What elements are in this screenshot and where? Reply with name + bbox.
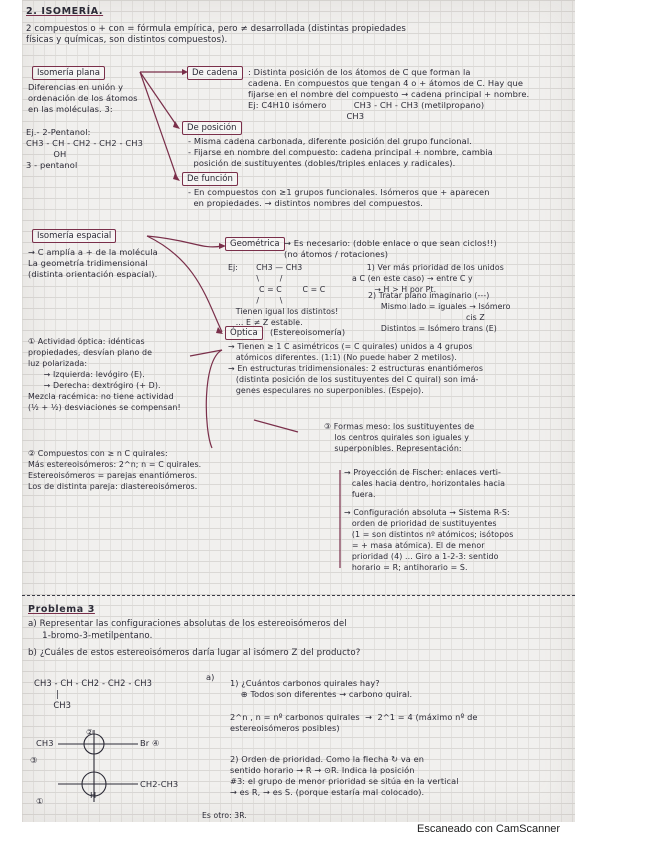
- isomeria-plana-note: Diferencias en unión y ordenación de los átomos en las moléculas. 3:: [28, 82, 138, 114]
- problema-title: Problema 3: [28, 604, 95, 615]
- answer-step2: 2^n , n = nº carbonos quirales → 2^1 = 4 (máximo nº de estereoisómeros posibles): [230, 712, 478, 733]
- diagram-label-br: Br ④: [140, 738, 160, 748]
- actividad-optica: ① Actividad óptica: idénticas propiedades, desvían plano de luz polarizada: → Izquierda: levógiro (E). → Derecha: dextrógiro (+ D). Mezcla racémica: no tiene actividad (½ + ½) desviaciones se compensan!: [28, 337, 181, 412]
- optica-tag: (Estereoisomería): [270, 327, 346, 337]
- section-heading: 2. ISOMERÍA.: [26, 6, 104, 17]
- stereo-diagram: [28, 722, 198, 822]
- diagram-label-2: ②: [86, 727, 94, 737]
- diagram-label-h: H: [90, 790, 97, 800]
- fischer-projection: → Proyección de Fischer: enlaces verti- cales hacia dentro, horizontales hacia fuera.: [344, 468, 506, 499]
- de-cadena-text: : Distinta posición de los átomos de C que forman la cadena. En compuestos que tengan 4 o + átomos de C. Hay que fijarse en el nombre del compuesto → cadena principal + nombre. Ej: C4H10 isómero CH3 - CH - CH3 (metilpropano) CH3: [248, 67, 530, 121]
- answer-a-label: a): [206, 672, 215, 682]
- optica-box: Óptica: [225, 326, 263, 340]
- geometrica-box: Geométrica: [225, 237, 285, 251]
- compuestos-n-quirales: ② Compuestos con ≥ n C quirales: Más estereoisómeros: 2^n; n = C quirales. Estereoisómeros = parejas enantiómeros. Los de distinta pareja: diastereoisómeros.: [28, 449, 202, 491]
- problema-part-b: b) ¿Cuáles de estos estereoisómeros daría lugar al isómero Z del producto?: [28, 648, 361, 658]
- diagram-label-ch3: CH3: [36, 738, 54, 748]
- isomeria-espacial-box: Isomería espacial: [32, 229, 116, 243]
- isomeria-espacial-note: → C amplía a + de la molécula La geometría tridimensional (distinta orientación espacial).: [28, 247, 158, 279]
- bottom-note: Es otro: 3R.: [202, 811, 247, 820]
- de-posicion-box: De posición: [182, 121, 242, 135]
- answer-step3: 2) Orden de prioridad. Como la flecha ↻ va en sentido horario → R → ⊙R. Indica la posición #3: el grupo de menor prioridad se sitúa en la vertical → es R, → es S. (porque estaría mal colocado).: [230, 754, 459, 797]
- configuracion-absoluta: → Configuración absoluta → Sistema R-S: orden de prioridad de sustituyentes (1 = son distintos nº atómicos; isótopos = + masa atómica). El de menor prioridad (4) ... Giro a 1-2-3: sentido horario = R; antihorario = S.: [344, 508, 514, 572]
- intro-text: 2 compuestos o + con = fórmula empírica, pero ≠ desarrollada (distintas propiedades físicas y químicas, son distintos compuestos).: [26, 24, 406, 45]
- formas-meso: ③ Formas meso: los sustituyentes de los centros quirales son iguales y superponibles. Representación:: [324, 422, 475, 453]
- de-funcion-text: - En compuestos con ≥1 grupos funcionales. Isómeros que + aparecen en propiedades. → distintos nombres del compuestos.: [188, 187, 490, 208]
- geometrica-text: → Es necesario: (doble enlace o que sean ciclos!!) (no átomos / rotaciones): [284, 238, 497, 259]
- geometrica-example: Ej: CH3 — CH3 1) Ver más prioridad de los unidos \ / a C (en este caso) → entre C y C = C C = C → H > H por Pt. / \ Tienen igual los distintos! ... E ≠ Z estable.: [228, 263, 504, 327]
- de-posicion-text: - Misma cadena carbonada, diferente posición del grupo funcional. - Fijarse en nombre del compuesto: cadena principal + nombre, cambia posición de sustituyentes (dobles/triples enlaces y radicales).: [188, 136, 493, 168]
- de-funcion-box: De función: [182, 172, 238, 186]
- section-divider: [22, 595, 575, 596]
- scanner-watermark: Escaneado con CamScanner: [417, 823, 561, 835]
- molecule-formula: CH3 - CH - CH2 - CH2 - CH3 | CH3: [34, 678, 153, 710]
- pentanol-example: Ej.- 2-Pentanol: CH3 - CH - CH2 - CH2 - CH3 OH 3 - pentanol: [26, 127, 143, 170]
- answer-step1: 1) ¿Cuántos carbonos quirales hay? ⊕ Todos son diferentes → carbono quiral.: [230, 678, 413, 699]
- optica-text: → Tienen ≥ 1 C asimétricos (= C quirales) unidos a 4 grupos atómicos diferentes. (1:1) (No puede haber 2 metilos). → En estructuras tridimensionales: 2 estructuras enantiómeros (distinta posición de los sustituyentes del C quiral) son imá- genes especulares no superponibles. (Espejo).: [228, 342, 484, 395]
- geometrica-rules: 2) Tratar plano imaginario (---) Mismo lado = iguales → Isómero cis Z Distintos = Isómero trans (E): [368, 291, 511, 333]
- notebook-page: [22, 0, 575, 822]
- concept-connectors: [22, 0, 575, 600]
- problema-part-a: a) Representar las configuraciones absolutas de los estereoisómeros del 1-bromo-3-metilpentano.: [28, 619, 347, 641]
- diagram-label-ethyl: CH2-CH3: [140, 779, 179, 789]
- de-cadena-box: De cadena: [187, 66, 243, 80]
- diagram-label-1: ①: [36, 796, 44, 806]
- isomeria-plana-box: Isomería plana: [32, 66, 105, 80]
- diagram-label-3: ③: [30, 755, 38, 765]
